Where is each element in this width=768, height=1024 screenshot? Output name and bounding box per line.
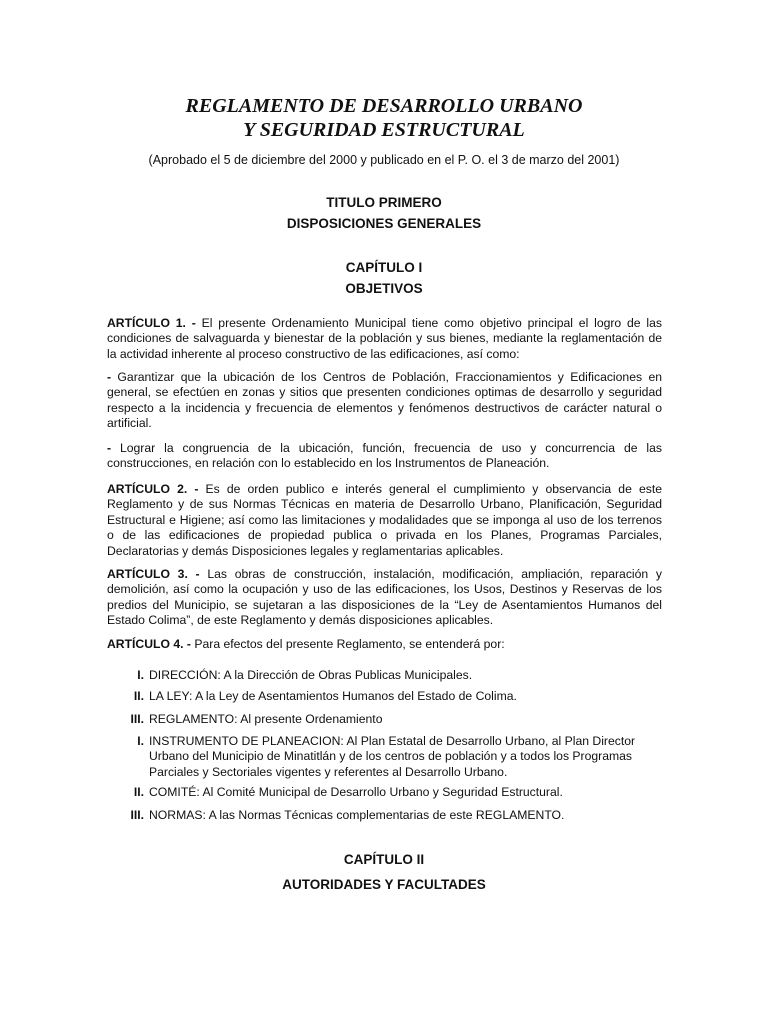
articulo-1-label: ARTÍCULO 1. -: [107, 316, 196, 330]
definition-numeral: II.: [133, 785, 144, 799]
approval-note: (Aprobado el 5 de diciembre del 2000 y publicado en el P. O. el 3 de marzo del 2001): [148, 153, 620, 167]
document-title-line-2: Y SEGURIDAD ESTRUCTURAL: [243, 119, 525, 141]
capitulo-1-name: OBJETIVOS: [345, 281, 423, 296]
articulo-4-text: Para efectos del presente Reglamento, se entenderá por:: [190, 637, 505, 651]
definition-numeral: I.: [137, 668, 144, 682]
capitulo-2-heading: CAPÍTULO II: [343, 852, 425, 867]
definition-text: LA LEY: A la Ley de Asentamientos Humanos del Estado de Colima.: [149, 689, 517, 703]
bullet-1-dash: -: [107, 370, 112, 384]
definition-numeral: I.: [137, 734, 144, 748]
definition-numeral: III.: [130, 808, 144, 822]
definition-text: DIRECCIÓN: A la Dirección de Obras Publicas Municipales.: [149, 668, 473, 682]
articulo-3-label: ARTÍCULO 3. -: [107, 567, 200, 581]
definition-item: [107, 668, 662, 683]
articulo-1: [107, 316, 662, 362]
definition-text: REGLAMENTO: Al presente Ordenamiento: [149, 712, 383, 726]
articulo-2-label: ARTÍCULO 2. -: [107, 482, 199, 496]
definition-item: [107, 712, 662, 727]
titulo-name: DISPOSICIONES GENERALES: [286, 216, 482, 231]
articulo-1-text: El presente Ordenamiento Municipal tiene como objetivo principal el logro de las condiciones de salvaguarda y bienestar de la población y sus bienes, mediante la reglamentación de la actividad inherente al proceso constructivo de las edificaciones, así como:: [107, 316, 662, 361]
articulo-3-text: Las obras de construcción, instalación, modificación, ampliación, reparación y demolición, así como la ocupación y uso de las edificaciones, los Usos, Destinos y Reservas de los predios del Municipio, se sujetaran a las disposiciones de la “Ley de Asentamientos Humanos del Estado Colima”, de este Reglamento y demás disposiciones aplicables.: [107, 567, 662, 628]
bullet-1-text: Garantizar que la ubicación de los Centros de Población, Fraccionamientos y Edificaciones en general, se efectúen en zonas y sitios que presenten condiciones optimas de desarrollo y seguridad respecto a la incidencia y frecuencia de elementos y fenómenos destructivos de carácter natural o artificial.: [107, 370, 662, 431]
articulo-4: [107, 637, 662, 652]
definition-text: NORMAS: A las Normas Técnicas complementarias de este REGLAMENTO.: [149, 808, 565, 822]
capitulo-2-name: AUTORIDADES Y FACULTADES: [282, 877, 486, 892]
definition-numeral: III.: [130, 712, 144, 726]
definition-numeral: II.: [133, 689, 144, 703]
articulo-4-label: ARTÍCULO 4. -: [107, 637, 191, 651]
document-title-line-1: REGLAMENTO DE DESARROLLO URBANO: [185, 95, 583, 117]
titulo-heading: TITULO PRIMERO: [326, 195, 442, 210]
bullet-2-dash: -: [107, 441, 112, 455]
articulo-3: [107, 567, 662, 629]
bullet-2: [107, 441, 662, 472]
definition-item: [107, 689, 662, 704]
bullet-2-text: Lograr la congruencia de la ubicación, función, frecuencia de uso y concurrencia de las construcciones, en relación con lo establecido en los Instrumentos de Planeación.: [107, 441, 662, 471]
definitions-list: [107, 668, 662, 828]
definition-text: INSTRUMENTO DE PLANEACION: Al Plan Estatal de Desarrollo Urbano, al Plan Director Urbano del Municipio de Minatitlán y de los centros de población y a todos los Programas Parciales y Sectoriales vigentes y referentes al Desarrollo Urbano.: [149, 734, 636, 779]
definition-text: COMITÉ: Al Comité Municipal de Desarrollo Urbano y Seguridad Estructural.: [149, 785, 563, 799]
articulo-2-text: Es de orden publico e interés general el cumplimiento y observancia de este Reglamento y de sus Normas Técnicas en materia de Desarrollo Urbano, Planificación, Seguridad Estructural e Higiene; así como las limitaciones y modalidades que se imponga al uso de los terrenos o de las edificaciones de propiedad publica o privada en los Planes, Programas Parciales, Declaratorias y demás Disposiciones legales y reglamentarias aplicables.: [107, 482, 662, 558]
definition-item: [107, 734, 662, 780]
definition-item: [107, 785, 662, 800]
bullet-1: [107, 370, 662, 432]
definition-item: [107, 808, 662, 823]
capitulo-1-heading: CAPÍTULO I: [345, 260, 423, 275]
articulo-2: [107, 482, 662, 559]
